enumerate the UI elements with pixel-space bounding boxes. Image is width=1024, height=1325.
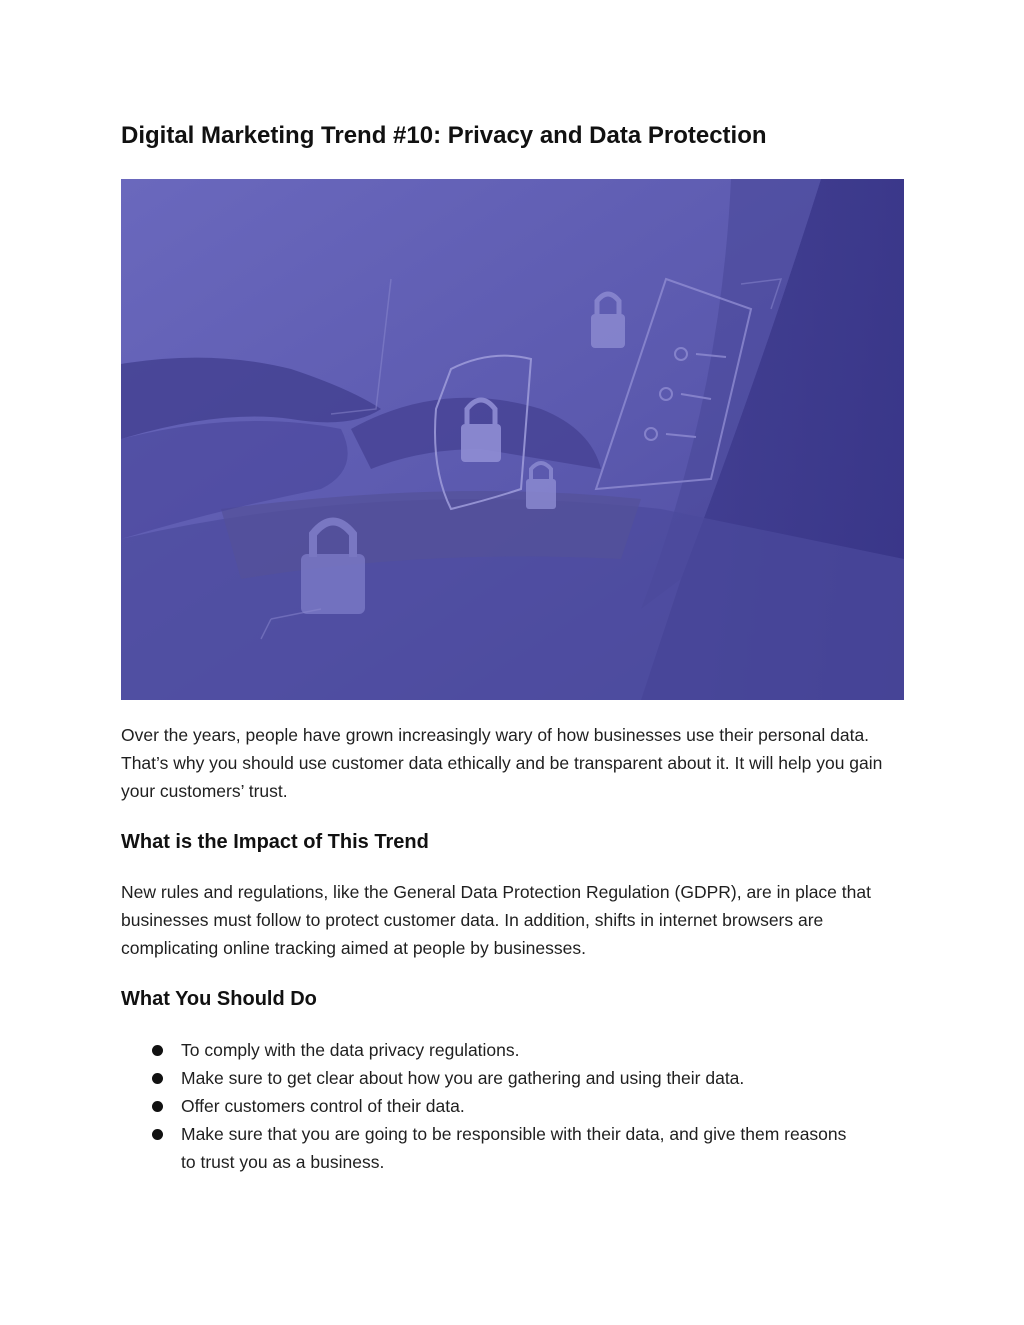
list-item [121,1036,861,1064]
list-item [121,1092,861,1120]
bullet-icon [152,1045,163,1056]
hero-image [121,179,904,700]
bullet-icon [152,1073,163,1084]
impact-heading: What is the Impact of This Trend [121,831,429,853]
impact-paragraph: New rules and regulations, like the General Data Protection Regulation (GDPR), are in place that businesses must follow to protect customer data. In addition, shifts in internet browsers are complicating online tracking aimed at people by businesses. [121,882,871,958]
list-item-text: Make sure to get clear about how you are gathering and using their data. [181,1068,745,1088]
list-item-text: To comply with the data privacy regulations. [181,1040,520,1060]
actions-heading: What You Should Do [121,988,317,1010]
actions-list [121,1036,904,1176]
page-title: Digital Marketing Trend #10: Privacy and Data Protection [121,122,767,149]
list-item-text: Make sure that you are going to be responsible with their data, and give them reasons to trust you as a business. [181,1124,847,1172]
privacy-illustration [121,179,904,700]
list-item [121,1064,861,1092]
intro-paragraph: Over the years, people have grown increasingly wary of how businesses use their personal data. That’s why you should use customer data ethically and be transparent about it. It will help you gain your customers’ trust. [121,725,883,801]
bullet-icon [152,1101,163,1112]
bullet-icon [152,1129,163,1140]
list-item [121,1120,861,1176]
list-item-text: Offer customers control of their data. [181,1096,465,1116]
